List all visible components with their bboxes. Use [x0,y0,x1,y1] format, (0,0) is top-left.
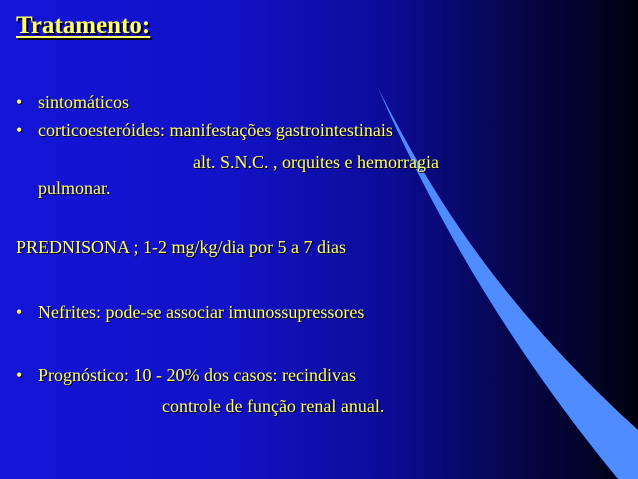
bullet-icon: • [16,92,23,112]
item-nefrites: Nefrites: pode-se associar imunossupressores [38,302,365,322]
item-sintomaticos: sintomáticos [38,92,129,112]
item-prognostico-continuation: controle de função renal anual. [162,396,385,416]
item-prognostico: Prognóstico: 10 - 20% dos casos: recindivas [38,365,356,385]
item-corticoesteroides-continuation: alt. S.N.C. , orquites e hemorragia [193,152,439,172]
bullet-icon: • [16,302,23,322]
item-corticoesteroides-continuation-2: pulmonar. [38,178,111,198]
item-prednisona: PREDNISONA ; 1-2 mg/kg/dia por 5 a 7 dias [16,237,346,257]
swoosh-shape [378,88,638,479]
item-corticoesteroides: corticoesteróides: manifestações gastrointestinais [38,120,393,140]
bullet-icon: • [16,365,23,385]
slide-title: Tratamento: [16,12,151,39]
bullet-icon: • [16,120,23,140]
